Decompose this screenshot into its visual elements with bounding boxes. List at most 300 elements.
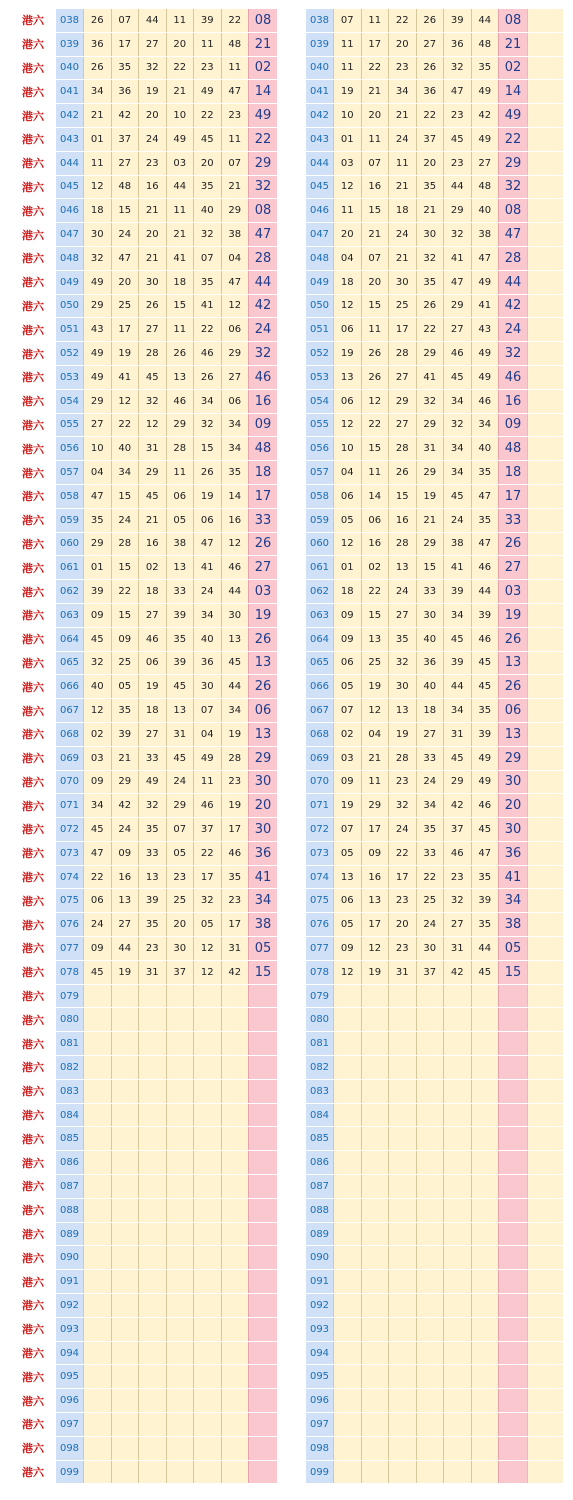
special-number: 36 <box>248 842 277 865</box>
regular-number: 03 <box>333 747 361 770</box>
row-label: 港六 <box>22 656 44 670</box>
regular-number <box>388 1199 416 1222</box>
regular-number: 22 <box>111 414 139 437</box>
regular-number <box>221 1294 249 1317</box>
regular-number: 45 <box>83 628 111 651</box>
row-label: 港六 <box>22 1370 44 1384</box>
regular-number <box>443 1080 471 1103</box>
issue-number: 078 <box>56 961 83 984</box>
row-label: 港六 <box>22 323 44 337</box>
regular-number: 05 <box>166 842 194 865</box>
regular-number: 30 <box>416 223 444 246</box>
row-label: 港六 <box>22 1418 44 1432</box>
regular-number <box>193 1461 221 1484</box>
regular-number: 34 <box>388 80 416 103</box>
regular-number: 01 <box>83 128 111 151</box>
special-number: 32 <box>248 342 277 365</box>
regular-number: 29 <box>221 199 249 222</box>
issue-number: 086 <box>306 1151 333 1174</box>
regular-number: 01 <box>333 556 361 579</box>
regular-number: 06 <box>221 318 249 341</box>
regular-number <box>471 1342 499 1365</box>
regular-number: 22 <box>388 9 416 32</box>
regular-number: 20 <box>388 913 416 936</box>
row-label: 港六 <box>22 1442 44 1456</box>
blank-column <box>527 509 563 532</box>
issue-number: 058 <box>56 485 83 508</box>
regular-number: 49 <box>83 366 111 389</box>
issue-number: 059 <box>306 509 333 532</box>
regular-number: 45 <box>471 818 499 841</box>
special-number: 18 <box>498 461 527 484</box>
issue-number: 071 <box>56 794 83 817</box>
blank-column <box>527 1437 563 1460</box>
regular-number: 15 <box>111 604 139 627</box>
regular-number: 44 <box>221 580 249 603</box>
regular-number: 40 <box>416 628 444 651</box>
row-label: 港六 <box>22 347 44 361</box>
special-number: 02 <box>248 57 277 80</box>
issue-number: 075 <box>56 889 83 912</box>
regular-number: 35 <box>221 461 249 484</box>
regular-number: 20 <box>416 152 444 175</box>
regular-number: 12 <box>193 937 221 960</box>
regular-number <box>193 1127 221 1150</box>
issue-number: 084 <box>56 1104 83 1127</box>
blank-column <box>527 1318 563 1341</box>
regular-number <box>138 1318 166 1341</box>
regular-number: 29 <box>388 390 416 413</box>
row-label: 港六 <box>22 1085 44 1099</box>
regular-number: 35 <box>166 628 194 651</box>
regular-number <box>443 1127 471 1150</box>
regular-number: 16 <box>111 866 139 889</box>
issue-number: 075 <box>306 889 333 912</box>
regular-number <box>443 1389 471 1412</box>
regular-number <box>361 1365 389 1388</box>
blank-column <box>527 1223 563 1246</box>
issue-number: 085 <box>306 1127 333 1150</box>
regular-number: 31 <box>166 723 194 746</box>
regular-number: 05 <box>333 842 361 865</box>
special-number: 08 <box>498 199 527 222</box>
regular-number <box>388 1175 416 1198</box>
special-number: 38 <box>248 913 277 936</box>
blank-column <box>527 723 563 746</box>
special-number: 34 <box>498 889 527 912</box>
regular-number: 06 <box>333 652 361 675</box>
regular-number: 21 <box>83 104 111 127</box>
regular-number: 27 <box>443 913 471 936</box>
regular-number: 21 <box>416 509 444 532</box>
special-number: 09 <box>498 414 527 437</box>
regular-number: 29 <box>111 771 139 794</box>
issue-number: 041 <box>56 80 83 103</box>
regular-number: 34 <box>443 437 471 460</box>
regular-number: 46 <box>471 628 499 651</box>
regular-number <box>416 1413 444 1436</box>
special-number <box>498 1318 527 1341</box>
regular-number: 11 <box>333 57 361 80</box>
issue-number: 057 <box>306 461 333 484</box>
regular-number <box>166 1008 194 1031</box>
regular-number: 21 <box>361 80 389 103</box>
regular-number <box>333 1437 361 1460</box>
issue-number: 081 <box>306 1032 333 1055</box>
blank-column <box>527 152 563 175</box>
regular-number <box>138 1080 166 1103</box>
row-label: 港六 <box>22 514 44 528</box>
regular-number: 35 <box>111 57 139 80</box>
regular-number: 26 <box>166 342 194 365</box>
regular-number: 49 <box>193 80 221 103</box>
regular-number: 27 <box>416 33 444 56</box>
row-label: 港六 <box>22 1466 44 1479</box>
regular-number <box>111 1413 139 1436</box>
regular-number: 30 <box>388 271 416 294</box>
special-number: 13 <box>248 652 277 675</box>
regular-number: 06 <box>333 485 361 508</box>
regular-number <box>333 1080 361 1103</box>
regular-number <box>83 1223 111 1246</box>
special-number: 34 <box>248 889 277 912</box>
regular-number: 09 <box>333 628 361 651</box>
regular-number: 13 <box>333 366 361 389</box>
regular-number <box>221 1413 249 1436</box>
issue-number: 047 <box>306 223 333 246</box>
regular-number: 24 <box>388 128 416 151</box>
regular-number: 45 <box>166 747 194 770</box>
regular-number: 44 <box>138 9 166 32</box>
regular-number <box>83 1365 111 1388</box>
issue-number: 073 <box>306 842 333 865</box>
regular-number: 15 <box>111 485 139 508</box>
blank-column <box>527 699 563 722</box>
regular-number: 32 <box>443 889 471 912</box>
regular-number: 49 <box>166 128 194 151</box>
blank-column <box>527 985 563 1008</box>
special-number <box>248 1318 277 1341</box>
row-label: 港六 <box>22 1013 44 1027</box>
regular-number: 32 <box>416 247 444 270</box>
issue-number: 069 <box>56 747 83 770</box>
issue-number: 049 <box>56 271 83 294</box>
regular-number <box>138 1437 166 1460</box>
regular-number: 49 <box>193 747 221 770</box>
blank-column <box>527 1127 563 1150</box>
regular-number: 36 <box>83 33 111 56</box>
special-number <box>248 985 277 1008</box>
regular-number <box>361 1151 389 1174</box>
regular-number: 44 <box>443 176 471 199</box>
special-number: 48 <box>498 437 527 460</box>
regular-number <box>416 1104 444 1127</box>
regular-number <box>83 1056 111 1079</box>
regular-number: 16 <box>361 176 389 199</box>
regular-number: 36 <box>193 652 221 675</box>
issue-number: 059 <box>56 509 83 532</box>
special-number: 27 <box>248 556 277 579</box>
regular-number: 03 <box>166 152 194 175</box>
special-number <box>498 1389 527 1412</box>
special-number: 24 <box>248 318 277 341</box>
regular-number: 43 <box>471 318 499 341</box>
regular-number: 23 <box>388 771 416 794</box>
row-label: 港六 <box>22 180 44 194</box>
regular-number: 41 <box>166 247 194 270</box>
regular-number: 22 <box>193 842 221 865</box>
regular-number: 45 <box>83 961 111 984</box>
regular-number <box>138 1127 166 1150</box>
issue-number: 094 <box>56 1342 83 1365</box>
regular-number <box>138 1032 166 1055</box>
row-label: 港六 <box>22 1132 44 1146</box>
regular-number <box>193 1342 221 1365</box>
regular-number: 13 <box>221 628 249 651</box>
special-number <box>248 1199 277 1222</box>
issue-number: 049 <box>306 271 333 294</box>
regular-number: 46 <box>166 390 194 413</box>
regular-number: 21 <box>388 176 416 199</box>
regular-number <box>333 1104 361 1127</box>
special-number: 36 <box>498 842 527 865</box>
regular-number: 28 <box>138 342 166 365</box>
regular-number <box>111 1056 139 1079</box>
regular-number: 36 <box>443 33 471 56</box>
special-number <box>248 1056 277 1079</box>
blank-column <box>527 1056 563 1079</box>
regular-number <box>83 1246 111 1269</box>
regular-number: 45 <box>166 675 194 698</box>
regular-number: 26 <box>193 366 221 389</box>
regular-number <box>416 1246 444 1269</box>
special-number <box>248 1413 277 1436</box>
issue-number: 052 <box>306 342 333 365</box>
regular-number <box>193 1246 221 1269</box>
regular-number <box>388 1294 416 1317</box>
regular-number: 13 <box>166 556 194 579</box>
row-label: 港六 <box>22 990 44 1004</box>
row-label: 港六 <box>22 466 44 480</box>
regular-number: 12 <box>333 414 361 437</box>
regular-number: 24 <box>111 509 139 532</box>
regular-number: 26 <box>416 295 444 318</box>
regular-number: 36 <box>111 80 139 103</box>
issue-number: 091 <box>56 1270 83 1293</box>
regular-number: 19 <box>221 794 249 817</box>
regular-number: 26 <box>416 9 444 32</box>
regular-number: 47 <box>471 533 499 556</box>
regular-number: 18 <box>166 271 194 294</box>
special-number: 15 <box>248 961 277 984</box>
regular-number: 05 <box>333 509 361 532</box>
special-number <box>248 1080 277 1103</box>
regular-number: 22 <box>221 9 249 32</box>
special-number <box>498 1175 527 1198</box>
regular-number <box>333 985 361 1008</box>
regular-number: 46 <box>193 342 221 365</box>
special-number: 32 <box>498 342 527 365</box>
regular-number: 20 <box>138 104 166 127</box>
row-label: 港六 <box>22 728 44 742</box>
regular-number: 39 <box>111 723 139 746</box>
regular-number: 35 <box>193 271 221 294</box>
regular-number <box>193 1270 221 1293</box>
regular-number <box>111 1175 139 1198</box>
row-label: 港六 <box>22 752 44 766</box>
regular-number <box>416 1056 444 1079</box>
regular-number <box>416 985 444 1008</box>
regular-number <box>416 1175 444 1198</box>
regular-number: 13 <box>333 866 361 889</box>
regular-number: 11 <box>388 152 416 175</box>
regular-number: 24 <box>443 509 471 532</box>
regular-number <box>361 1318 389 1341</box>
regular-number: 44 <box>443 675 471 698</box>
regular-number: 30 <box>138 271 166 294</box>
regular-number: 31 <box>221 937 249 960</box>
regular-number: 13 <box>361 628 389 651</box>
regular-number <box>138 985 166 1008</box>
blank-column <box>527 961 563 984</box>
regular-number: 35 <box>138 913 166 936</box>
regular-number: 29 <box>83 390 111 413</box>
regular-number <box>166 1461 194 1484</box>
regular-number <box>221 1008 249 1031</box>
regular-number: 37 <box>193 818 221 841</box>
regular-number: 16 <box>138 533 166 556</box>
regular-number: 48 <box>471 176 499 199</box>
regular-number: 49 <box>471 771 499 794</box>
regular-number <box>443 1246 471 1269</box>
regular-number: 10 <box>333 104 361 127</box>
regular-number: 49 <box>83 342 111 365</box>
regular-number <box>193 1365 221 1388</box>
issue-number: 095 <box>56 1365 83 1388</box>
regular-number: 34 <box>443 699 471 722</box>
regular-number: 27 <box>471 152 499 175</box>
issue-number: 051 <box>306 318 333 341</box>
regular-number: 22 <box>361 580 389 603</box>
special-number <box>498 1223 527 1246</box>
issue-number: 070 <box>56 771 83 794</box>
regular-number: 32 <box>193 223 221 246</box>
regular-number <box>443 1223 471 1246</box>
regular-number: 34 <box>221 414 249 437</box>
regular-number <box>111 1127 139 1150</box>
blank-column <box>527 794 563 817</box>
regular-number: 05 <box>333 675 361 698</box>
regular-number <box>138 1461 166 1484</box>
regular-number: 26 <box>361 366 389 389</box>
regular-number: 05 <box>166 509 194 532</box>
special-number <box>498 1080 527 1103</box>
regular-number: 15 <box>416 556 444 579</box>
regular-number <box>416 1008 444 1031</box>
issue-number: 050 <box>306 295 333 318</box>
issue-number: 097 <box>56 1413 83 1436</box>
regular-number: 46 <box>471 794 499 817</box>
regular-number: 48 <box>471 33 499 56</box>
regular-number: 16 <box>221 509 249 532</box>
regular-number: 22 <box>111 580 139 603</box>
regular-number: 10 <box>166 104 194 127</box>
special-number <box>248 1104 277 1127</box>
regular-number: 24 <box>111 223 139 246</box>
regular-number: 18 <box>333 580 361 603</box>
regular-number <box>193 1294 221 1317</box>
regular-number: 09 <box>83 937 111 960</box>
regular-number: 39 <box>443 9 471 32</box>
regular-number: 34 <box>471 414 499 437</box>
regular-number: 47 <box>193 533 221 556</box>
regular-number: 21 <box>138 247 166 270</box>
regular-number <box>111 1270 139 1293</box>
row-label: 港六 <box>22 418 44 432</box>
regular-number: 30 <box>416 604 444 627</box>
regular-number: 35 <box>416 176 444 199</box>
blank-column <box>527 937 563 960</box>
regular-number <box>361 1104 389 1127</box>
issue-number: 077 <box>56 937 83 960</box>
regular-number: 34 <box>193 604 221 627</box>
issue-number: 077 <box>306 937 333 960</box>
regular-number: 20 <box>138 223 166 246</box>
regular-number <box>138 1008 166 1031</box>
issue-number: 085 <box>56 1127 83 1150</box>
regular-number <box>193 1008 221 1031</box>
regular-number: 11 <box>333 33 361 56</box>
special-number <box>498 1461 527 1484</box>
special-number <box>248 1175 277 1198</box>
row-label: 港六 <box>22 871 44 885</box>
special-number: 44 <box>498 271 527 294</box>
special-number: 09 <box>248 414 277 437</box>
regular-number: 18 <box>388 199 416 222</box>
special-number <box>498 1270 527 1293</box>
regular-number: 12 <box>221 533 249 556</box>
regular-number: 13 <box>111 889 139 912</box>
regular-number <box>193 1437 221 1460</box>
regular-number: 12 <box>221 295 249 318</box>
special-number: 44 <box>248 271 277 294</box>
issue-number: 069 <box>306 747 333 770</box>
regular-number <box>221 985 249 1008</box>
regular-number: 07 <box>361 247 389 270</box>
regular-number: 32 <box>443 57 471 80</box>
regular-number: 30 <box>388 675 416 698</box>
issue-number: 093 <box>56 1318 83 1341</box>
issue-number: 062 <box>56 580 83 603</box>
regular-number <box>166 1056 194 1079</box>
special-number: 29 <box>248 747 277 770</box>
special-number: 28 <box>248 247 277 270</box>
regular-number: 28 <box>166 437 194 460</box>
regular-number: 25 <box>361 652 389 675</box>
blank-column <box>527 1104 563 1127</box>
issue-number: 050 <box>56 295 83 318</box>
regular-number: 22 <box>193 104 221 127</box>
regular-number <box>416 1199 444 1222</box>
regular-number: 19 <box>361 961 389 984</box>
regular-number: 12 <box>138 414 166 437</box>
regular-number: 34 <box>83 794 111 817</box>
blank-column <box>527 842 563 865</box>
regular-number <box>388 985 416 1008</box>
regular-number: 23 <box>388 937 416 960</box>
regular-number <box>443 1008 471 1031</box>
regular-number: 41 <box>193 556 221 579</box>
